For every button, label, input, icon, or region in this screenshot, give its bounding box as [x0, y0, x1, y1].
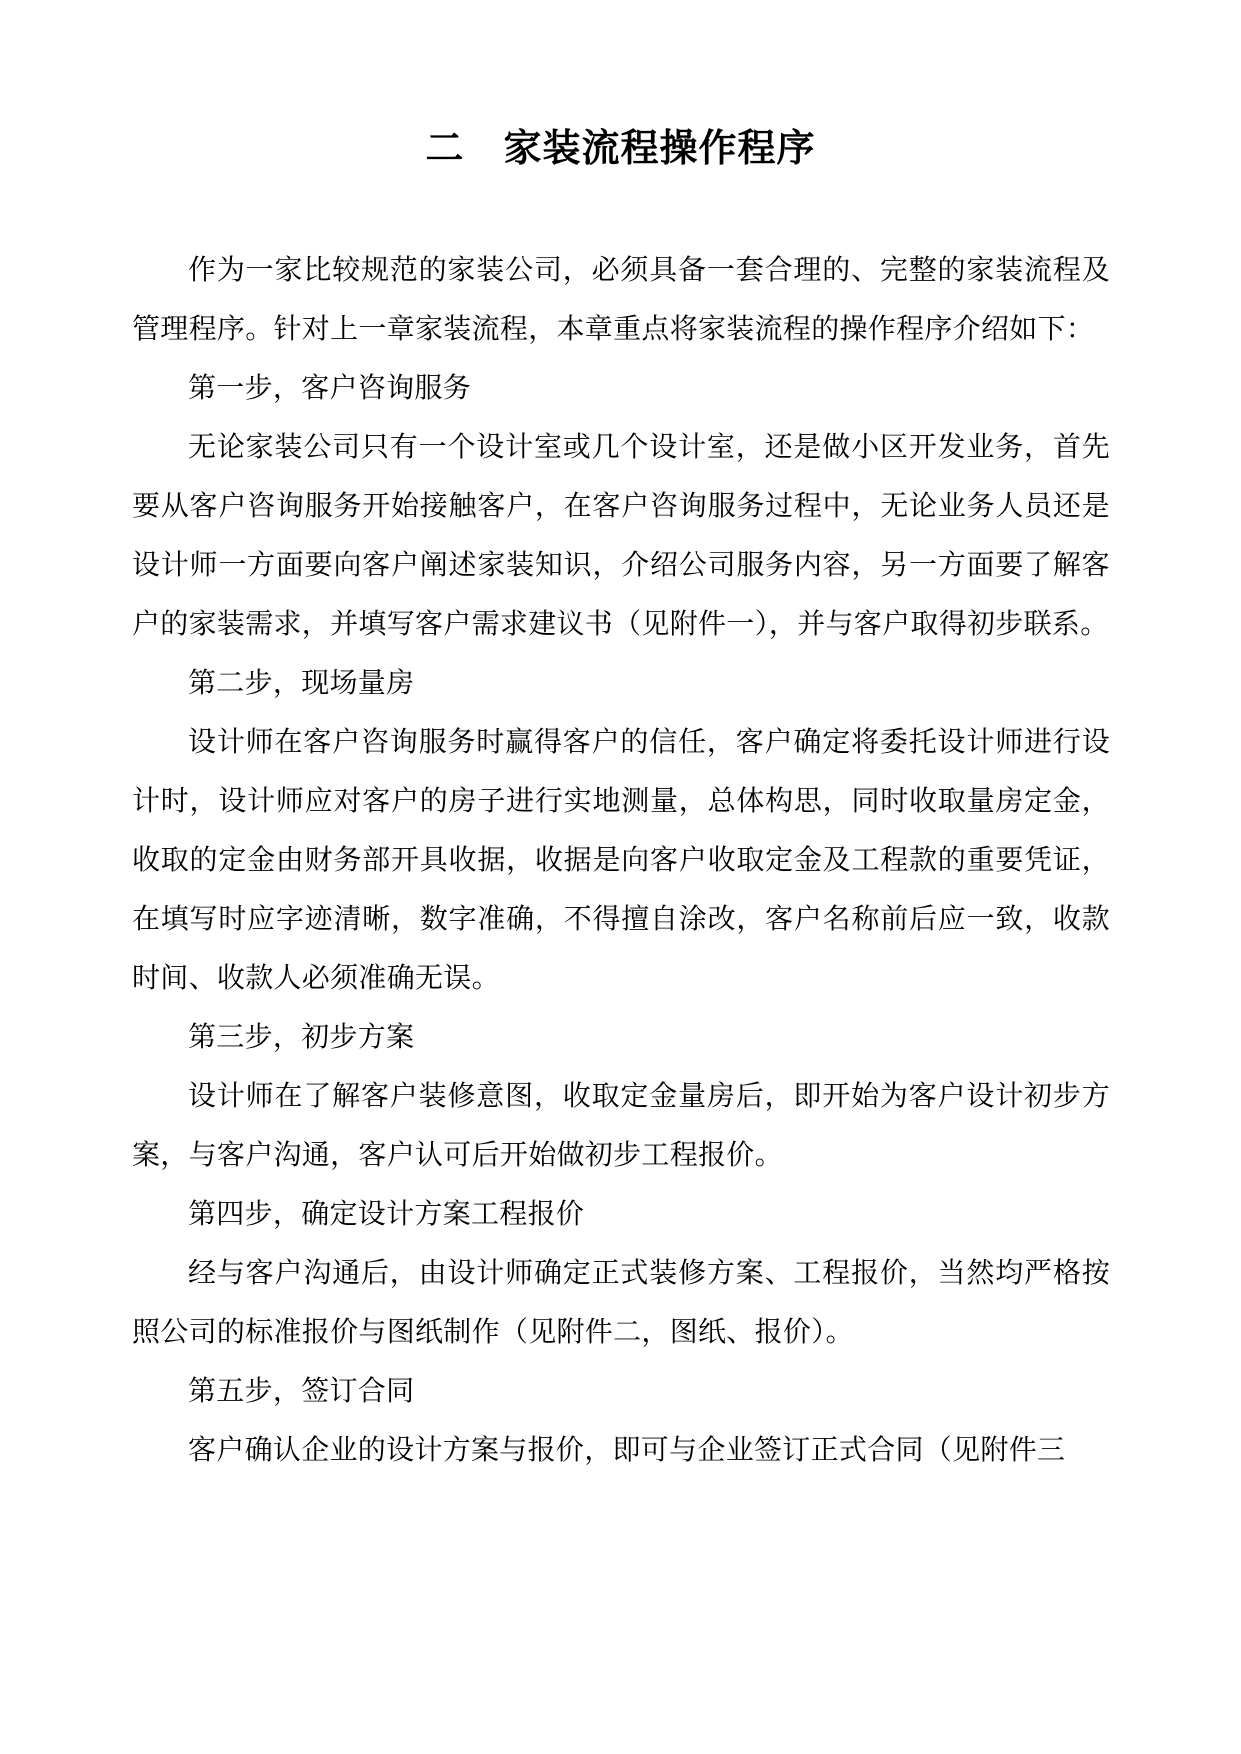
- page-title: 二 家装流程操作程序: [425, 126, 816, 170]
- step-4-heading: 第四步，确定设计方案工程报价: [188, 1197, 585, 1230]
- intro-paragraph: 作为一家比较规范的家装公司，必须具备一套合理的、完整的家装流程及管理程序。针对上一章家装流程，本章重点将家装流程的操作程序介绍如下：: [132, 253, 1110, 345]
- step-3-paragraph: 设计师在了解客户装修意图，收取定金量房后，即开始为客户设计初步方案，与客户沟通，客户认可后开始做初步工程报价。: [132, 1079, 1110, 1171]
- step-4-paragraph: 经与客户沟通后，由设计师确定正式装修方案、工程报价，当然均严格按照公司的标准报价与图纸制作（见附件二，图纸、报价）。: [132, 1256, 1110, 1348]
- step-2-paragraph: 设计师在客户咨询服务时赢得客户的信任，客户确定将委托设计师进行设计时，设计师应对客户的房子进行实地测量，总体构思，同时收取量房定金，收取的定金由财务部开具收据，收据是向客户收取定金及工程款的重要凭证，在填写时应字迹清晰，数字准确，不得擅自涂改，客户名称前后应一致，收款时间、收款人必须准确无误。: [132, 725, 1110, 994]
- step-5-paragraph: 客户确认企业的设计方案与报价，即可与企业签订正式合同（见附件三: [188, 1433, 1066, 1466]
- step-5-heading: 第五步，签订合同: [188, 1374, 415, 1407]
- step-3-heading: 第三步，初步方案: [188, 1020, 415, 1053]
- document-body: [132, 240, 1110, 1479]
- step-1-paragraph: 无论家装公司只有一个设计室或几个设计室，还是做小区开发业务，首先要从客户咨询服务开始接触客户，在客户咨询服务过程中，无论业务人员还是设计师一方面要向客户阐述家装知识，介绍公司服务内容，另一方面要了解客户的家装需求，并填写客户需求建议书（见附件一），并与客户取得初步联系。: [132, 430, 1110, 640]
- step-1-heading: 第一步，客户咨询服务: [188, 371, 472, 404]
- step-2-heading: 第二步，现场量房: [188, 666, 415, 699]
